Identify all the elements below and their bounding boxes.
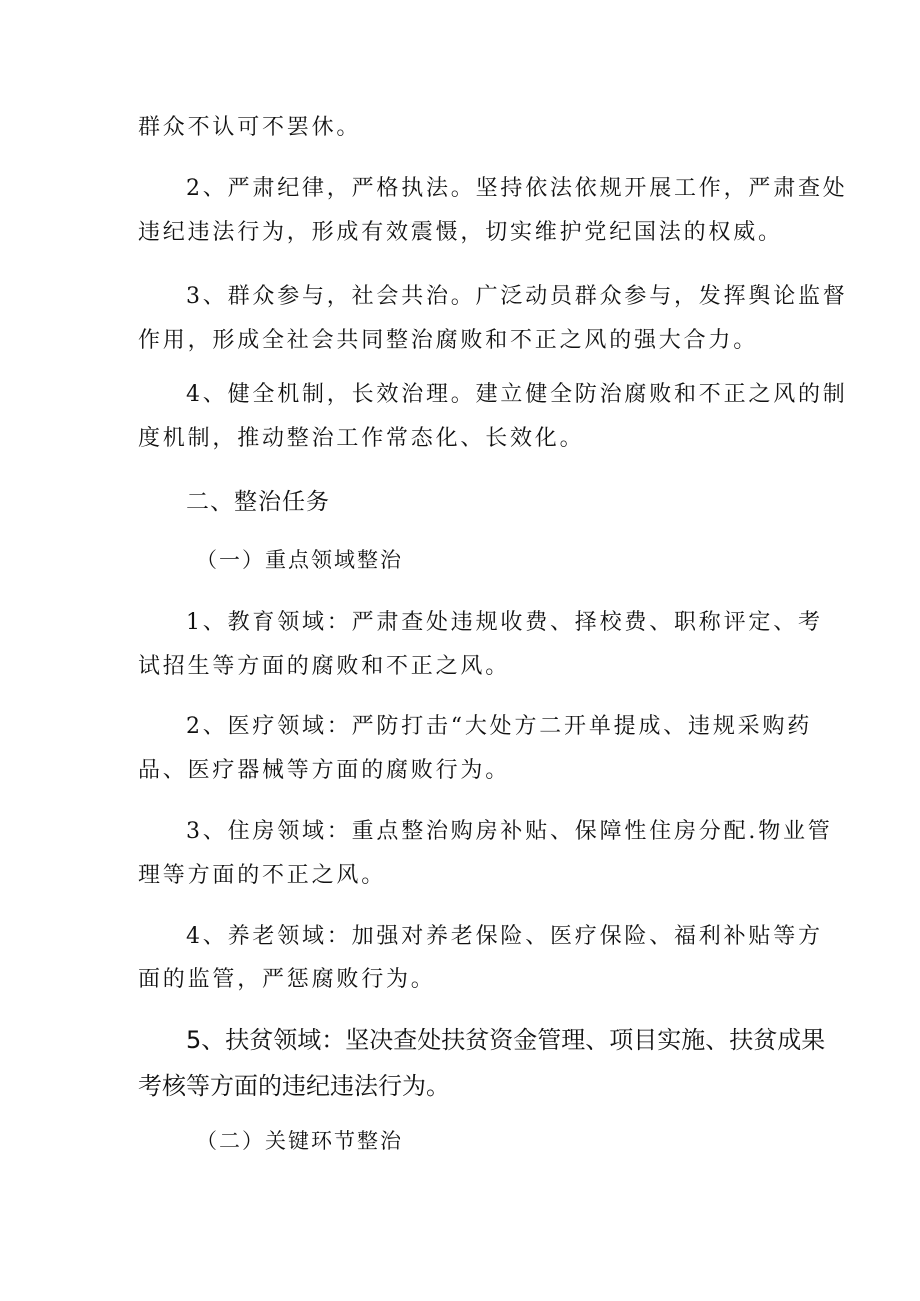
task-5-line-2: 考核等方面的违纪违法行为。 [138, 1072, 450, 1100]
task-1-line-1: 1、教育领域：严肃查处违规收费、择校费、职称评定、考 [186, 610, 823, 635]
principle-4-line-2: 度机制，推动整治工作常态化、长效化。 [138, 426, 585, 451]
principle-2-line-2: 违纪违法行为，形成有效震慑，切实维护党纪国法的权威。 [138, 220, 783, 245]
principle-4-line-1: 4、健全机制，长效治理。建立健全防治腐败和不正之风的制 [186, 382, 848, 407]
task-4-line-1: 4、养老领域：加强对养老保险、医疗保险、福利补贴等方 [186, 924, 823, 949]
paragraph-1-line-1: 群众不认可不罢休。 [138, 115, 362, 140]
task-1-line-2: 试招生等方面的腐败和不正之风。 [138, 654, 511, 679]
principle-3-line-2: 作用，形成全社会共同整治腐败和不正之风的强大合力。 [138, 328, 759, 353]
principle-2-line-1: 2、严肃纪律，严格执法。坚持依法依规开展工作，严肃查处 [186, 176, 848, 201]
task-2-line-1: 2、医疗领域：严防打击“大处方二开单提成、违规采购药 [186, 714, 813, 739]
task-3-line-2: 理等方面的不正之风。 [138, 863, 387, 888]
subsection-heading-1: （一）重点领域整治 [196, 548, 403, 572]
task-5-line-1: 5、扶贫领域：坚决查处扶贫资金管理、项目实施、扶贫成果 [186, 1026, 826, 1054]
principle-3-line-1: 3、群众参与，社会共治。广泛动员群众参与，发挥舆论监督 [186, 284, 848, 309]
task-4-line-2: 面的监管，严惩腐败行为。 [138, 967, 436, 992]
task-3-line-1: 3、住房领域：重点整治购房补贴、保障性住房分配.物业管 [186, 819, 833, 844]
task-2-line-2: 品、医疗器械等方面的腐败行为。 [138, 758, 511, 783]
section-heading: 二、整治任务 [186, 489, 330, 515]
subsection-heading-2: （二）关键环节整治 [196, 1129, 403, 1153]
